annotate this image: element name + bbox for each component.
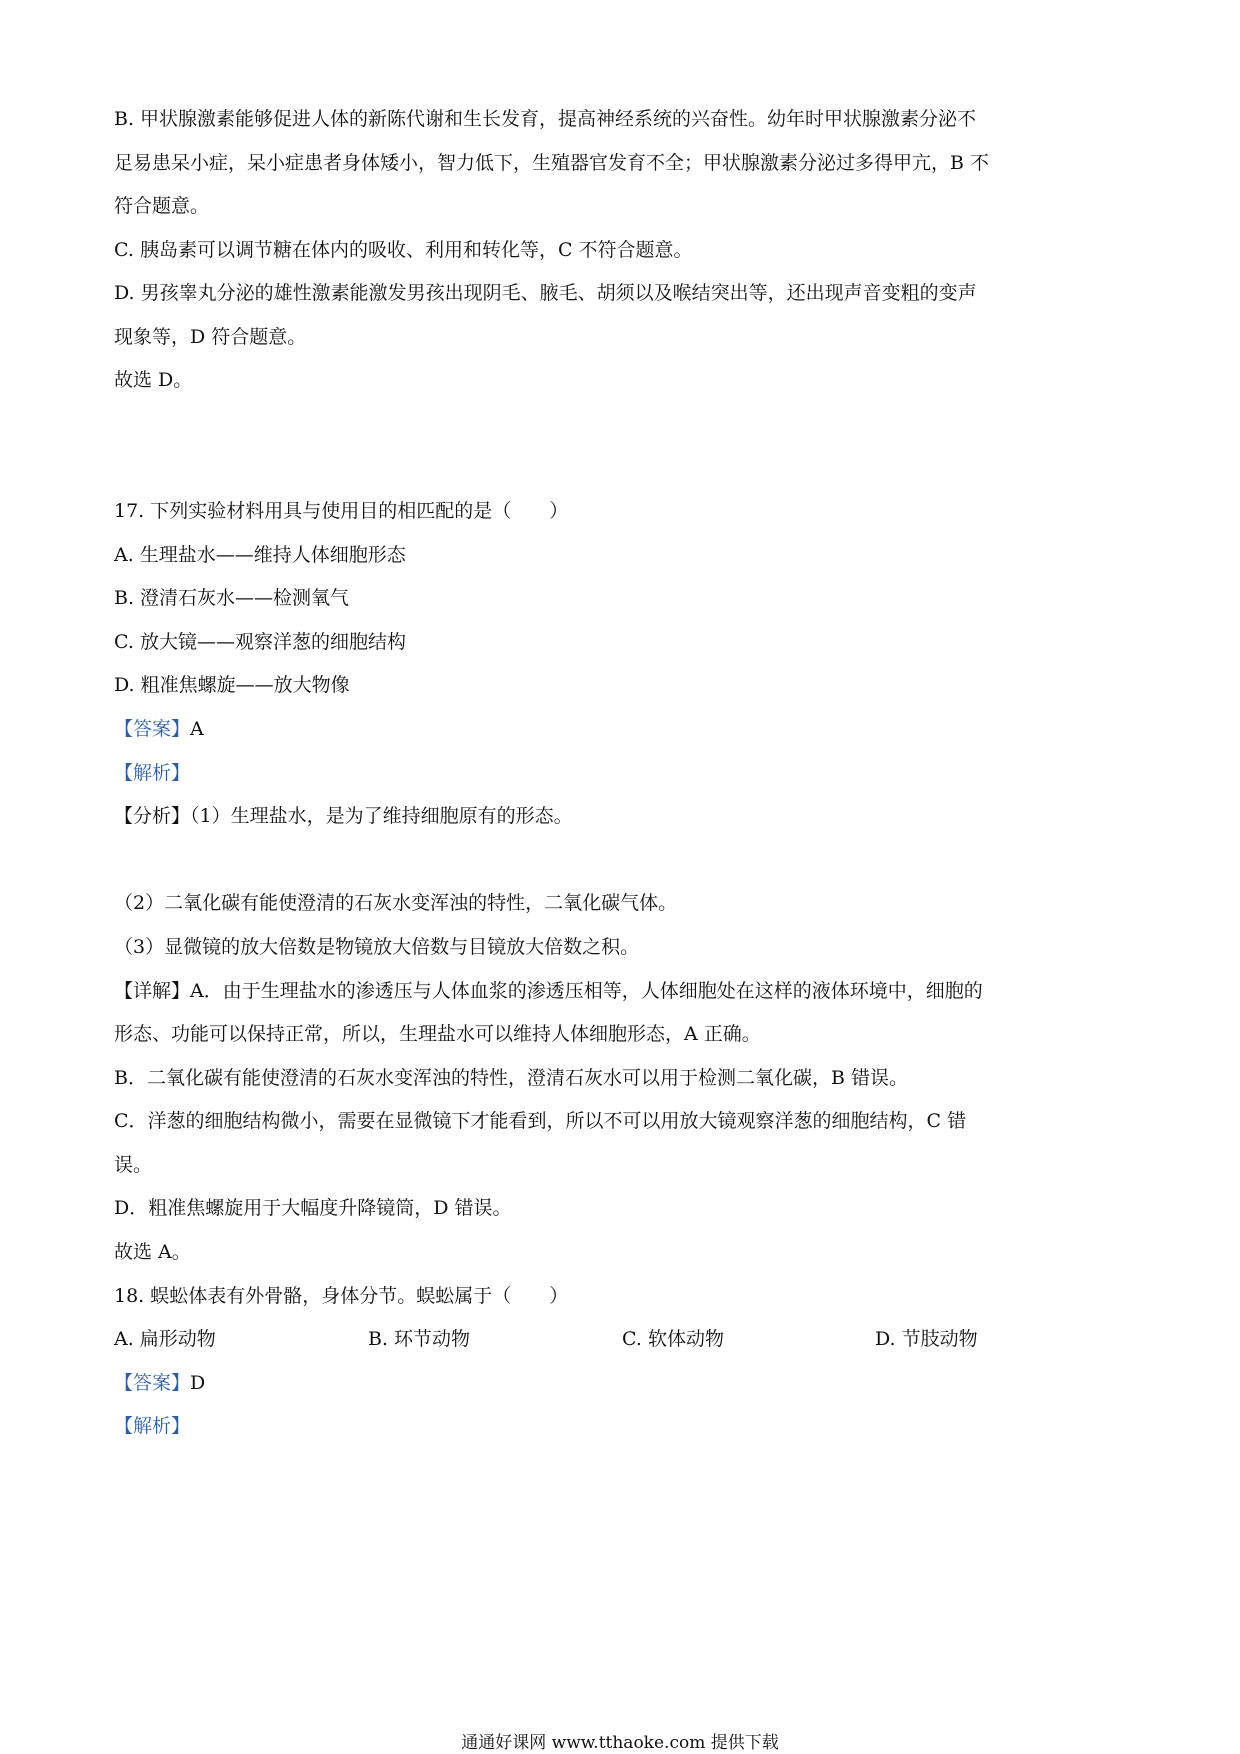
question-17-choice: 故选 A。 [114, 1241, 191, 1263]
xiangjie-c-line-1: C．洋葱的细胞结构微小，需要在显微镜下才能看到，所以不可以用放大镜观察洋葱的细胞结构，C 错 [114, 1110, 967, 1132]
question-17-option-c: C. 放大镜——观察洋葱的细胞结构 [114, 631, 406, 653]
paragraph-c: C. 胰岛素可以调节糖在体内的吸收、利用和转化等，C 不符合题意。 [114, 239, 693, 261]
question-17-option-b: B. 澄清石灰水——检测氧气 [114, 587, 350, 609]
fenxi-text-1: （1）生理盐水，是为了维持细胞原有的形态。 [190, 805, 573, 827]
answer-tag: 【答案】 [114, 1372, 191, 1394]
question-18-option-c: C. 软体动物 [622, 1328, 724, 1350]
page-footer: 通通好课网 www.tthaoke.com 提供下载 [461, 1733, 779, 1753]
answer-tag: 【答案】 [114, 718, 191, 740]
answer-value: D [190, 1372, 206, 1394]
question-17-analysis-tag: 【解析】 [114, 762, 191, 784]
question-17-answer [114, 716, 204, 742]
question-18-option-b: B. 环节动物 [368, 1328, 471, 1350]
answer-value: A [190, 718, 204, 740]
xiangjie-c-line-2: 误。 [114, 1154, 153, 1176]
question-18-stem: 18. 蜈蚣体表有外骨骼，身体分节。蜈蚣属于（ ） [114, 1285, 569, 1307]
xiangjie-a-line-1: A．由于生理盐水的渗透压与人体血浆的渗透压相等，人体细胞处在这样的液体环境中，细胞的 [190, 980, 983, 1002]
paragraph-d-line-2: 现象等，D 符合题意。 [114, 326, 307, 348]
question-17-xiangjie [114, 978, 983, 1004]
question-17-fenxi-3: （3）显微镜的放大倍数是物镜放大倍数与目镜放大倍数之积。 [114, 936, 640, 958]
paragraph-d-line-1: D. 男孩睾丸分泌的雄性激素能激发男孩出现阴毛、腋毛、胡须以及喉结突出等，还出现声音变粗的变声 [114, 282, 977, 304]
paragraph-b-line-1: B. 甲状腺激素能够促进人体的新陈代谢和生长发育，提高神经系统的兴奋性。幼年时甲状腺激素分泌不 [114, 108, 977, 130]
question-18-analysis-tag: 【解析】 [114, 1415, 191, 1437]
paragraph-b-line-3: 符合题意。 [114, 195, 210, 217]
xiangjie-b: B．二氧化碳有能使澄清的石灰水变浑浊的特性，澄清石灰水可以用于检测二氧化碳，B 错误。 [114, 1067, 908, 1089]
question-17-stem: 17. 下列实验材料用具与使用目的相匹配的是（ ） [114, 500, 569, 522]
question-17-fenxi [114, 803, 573, 829]
xiangjie-tag: 【详解】 [114, 980, 191, 1002]
question-18-option-a: A. 扁形动物 [114, 1328, 216, 1350]
xiangjie-d: D．粗准焦螺旋用于大幅度升降镜筒，D 错误。 [114, 1197, 512, 1219]
question-17-option-a: A. 生理盐水——维持人体细胞形态 [114, 544, 406, 566]
question-17-option-d: D. 粗准焦螺旋——放大物像 [114, 674, 350, 696]
choice-line: 故选 D。 [114, 369, 193, 391]
fenxi-tag: 【分析】 [114, 805, 191, 827]
question-18-answer [114, 1370, 205, 1396]
paragraph-b-line-2: 足易患呆小症，呆小症患者身体矮小，智力低下，生殖器官发育不全；甲状腺激素分泌过多得甲亢，B 不 [114, 152, 990, 174]
question-18-option-d: D. 节肢动物 [875, 1328, 978, 1350]
question-17-fenxi-2: （2）二氧化碳有能使澄清的石灰水变浑浊的特性，二氧化碳气体。 [114, 892, 678, 914]
xiangjie-a-line-2: 形态、功能可以保持正常，所以，生理盐水可以维持人体细胞形态，A 正确。 [114, 1023, 761, 1045]
